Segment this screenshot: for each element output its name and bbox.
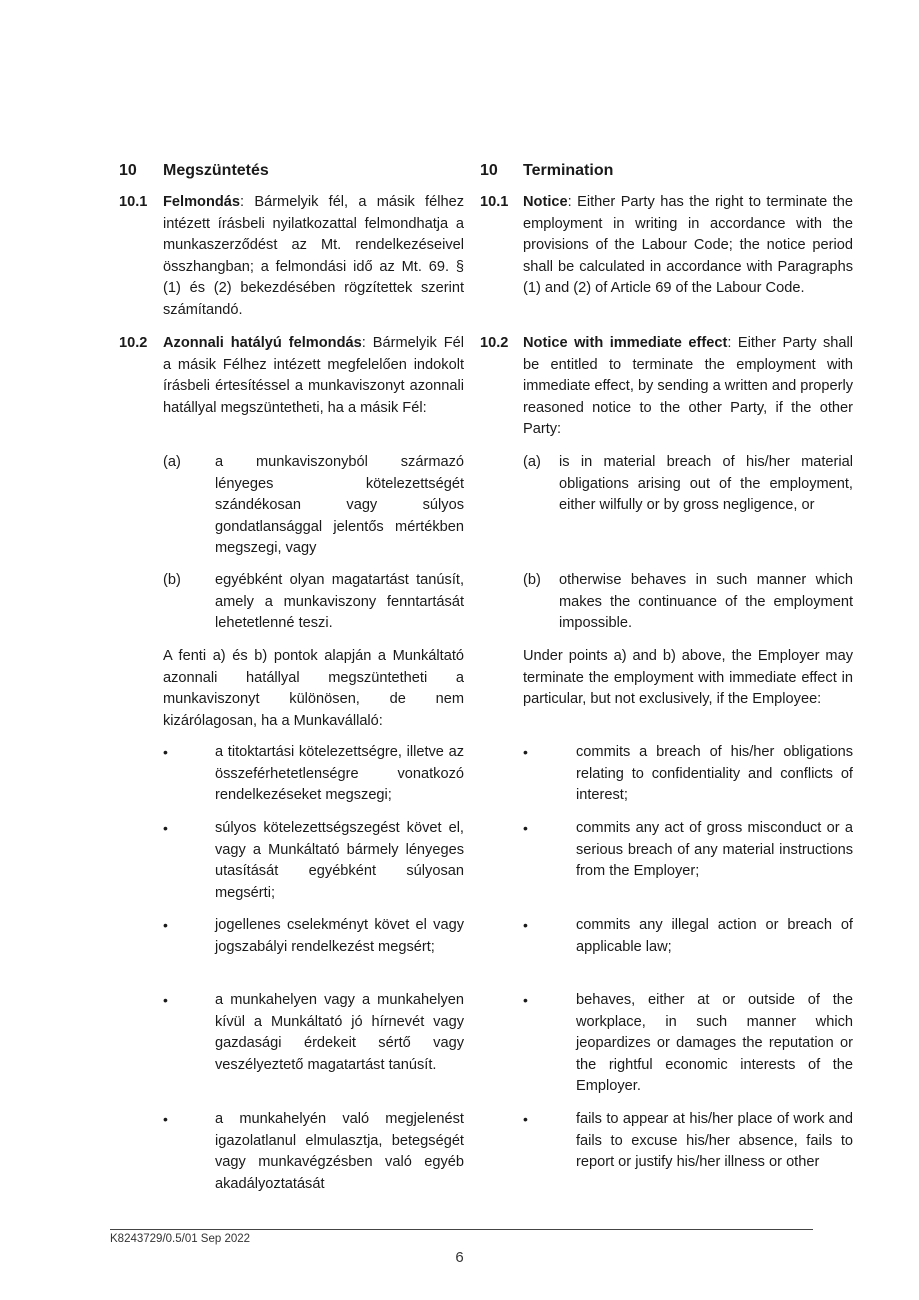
left-bullet-2-icon: • bbox=[163, 820, 168, 836]
footer-reference: K8243729/0.5/01 Sep 2022 bbox=[110, 1233, 251, 1245]
left-section-title: Megszüntetés bbox=[163, 162, 269, 179]
right-clause-10-2 bbox=[523, 333, 853, 441]
footer-divider bbox=[110, 1229, 813, 1230]
right-item-a-label: (a) bbox=[523, 454, 541, 470]
right-clause-10-1-number: 10.1 bbox=[480, 194, 509, 210]
right-clause-10-1-text: : Either Party has the right to terminate the employment in writing in accordance with the provisions of the Labour Code; the notice period shall be calculated in accordance with Paragraphs (1) and (2) of Article 69 of the Labour Code. bbox=[523, 194, 853, 297]
right-bullet-2-text: commits any act of gross misconduct or a serious breach of any material instructions from the Employer; bbox=[576, 820, 853, 880]
left-bullet-5-text: a munkahelyén való megjelenést igazolatlanul elmulasztja, betegségét vagy munkavégzésben való egyéb akadályoztatását bbox=[215, 1111, 464, 1192]
right-bullet-3-text: commits any illegal action or breach of applicable law; bbox=[576, 917, 853, 955]
right-section-number: 10 bbox=[480, 162, 498, 179]
right-clause-10-2-number: 10.2 bbox=[480, 335, 509, 351]
right-clause-10-2-title: Notice with immediate effect bbox=[523, 335, 728, 351]
right-bullet-1-text: commits a breach of his/her obligations relating to confidentiality and conflicts of interest; bbox=[576, 744, 853, 804]
right-clause-10-1-title: Notice bbox=[523, 194, 568, 210]
right-paragraph: Under points a) and b) above, the Employer may terminate the employment with immediate effect in particular, but not exclusively, if the Employee: bbox=[523, 648, 853, 708]
left-bullet-5-icon: • bbox=[163, 1111, 168, 1127]
left-bullet-3-text: jogellenes cselekményt követ el vagy jogszabályi rendelkezést megsért; bbox=[215, 917, 464, 955]
right-bullet-5-text: fails to appear at his/her place of work and fails to excuse his/her absence, fails to report or justify his/her illness or other bbox=[576, 1111, 853, 1171]
left-item-a-text: a munkaviszonyból származó lényeges kötelezettségét szándékosan vagy súlyos gondatlansággal jelentős mértékben megszegi, vagy bbox=[215, 454, 464, 557]
right-bullet-3-icon: • bbox=[523, 917, 528, 933]
right-item-a-text: is in material breach of his/her material obligations arising out of the employment, either wilfully or by gross negligence, or bbox=[559, 454, 853, 514]
right-bullet-2-icon: • bbox=[523, 820, 528, 836]
left-item-a-label: (a) bbox=[163, 454, 181, 470]
right-item-b-text: otherwise behaves in such manner which makes the continuance of the employment impossible. bbox=[559, 572, 853, 632]
left-clause-10-2-title: Azonnali hatályú felmondás bbox=[163, 335, 362, 351]
right-bullet-1-icon: • bbox=[523, 744, 528, 760]
left-clause-10-2-text: : Bármelyik Fél a másik Félhez intézett megfelelően indokolt írásbeli értesítéssel a munkaviszonyt azonnali hatállyal megszüntetheti, ha a másik Fél: bbox=[163, 335, 464, 416]
right-section-title: Termination bbox=[523, 162, 614, 179]
right-bullet-4-icon: • bbox=[523, 992, 528, 1008]
left-clause-10-2-number: 10.2 bbox=[119, 335, 148, 351]
left-item-b-text: egyébként olyan magatartást tanúsít, amely a munkaviszony fenntartását lehetetlenné teszi. bbox=[215, 572, 464, 632]
right-clause-10-2-text: : Either Party shall be entitled to terminate the employment with immediate effect, by sending a written and properly reasoned notice to the other Party, if the other Party: bbox=[523, 335, 854, 438]
left-bullet-1-icon: • bbox=[163, 744, 168, 760]
left-clause-10-1-title: Felmondás bbox=[163, 194, 241, 210]
left-section-number: 10 bbox=[119, 162, 137, 179]
left-paragraph: A fenti a) és b) pontok alapján a Munkáltató azonnali hatállyal megszüntetheti a munkaviszonyt különösen, de nem kizárólagosan, ha a Munkavállaló: bbox=[163, 648, 464, 729]
right-bullet-5-icon: • bbox=[523, 1111, 528, 1127]
left-bullet-1-text: a titoktartási kötelezettségre, illetve az összeférhetetlenségre vonatkozó rendelkezéseket megszegi; bbox=[215, 744, 464, 804]
left-clause-10-1-text: : Bármelyik fél, a másik félhez intézett írásbeli nyilatkozattal felmondhatja a munkaszerződést az Mt. rendelkezéseivel összhangban; a felmondási idő az Mt. 69. § (1) és (2) bekezdésében rögzítettek szerint számítandó. bbox=[163, 194, 464, 318]
left-bullet-4-text: a munkahelyen vagy a munkahelyen kívül a Munkáltató jó hírnevét vagy gazdasági érdekeit sértő vagy veszélyeztető magatartást tanúsít. bbox=[215, 992, 464, 1073]
right-item-b-label: (b) bbox=[523, 572, 541, 588]
left-bullet-3-icon: • bbox=[163, 917, 168, 933]
left-clause-10-1-number: 10.1 bbox=[119, 194, 148, 210]
left-clause-10-2 bbox=[163, 333, 464, 419]
right-bullet-4-text: behaves, either at or outside of the workplace, in such manner which jeopardizes or damages the reputation or the rightful economic interests of the Employer. bbox=[576, 992, 853, 1095]
left-clause-10-1 bbox=[163, 192, 464, 322]
left-item-b-label: (b) bbox=[163, 572, 181, 588]
page-number: 6 bbox=[455, 1249, 464, 1266]
right-clause-10-1 bbox=[523, 192, 853, 300]
left-bullet-4-icon: • bbox=[163, 992, 168, 1008]
left-bullet-2-text: súlyos kötelezettségszegést követ el, vagy a Munkáltató bármely lényeges utasítását egyébként súlyosan megsérti; bbox=[215, 820, 464, 901]
